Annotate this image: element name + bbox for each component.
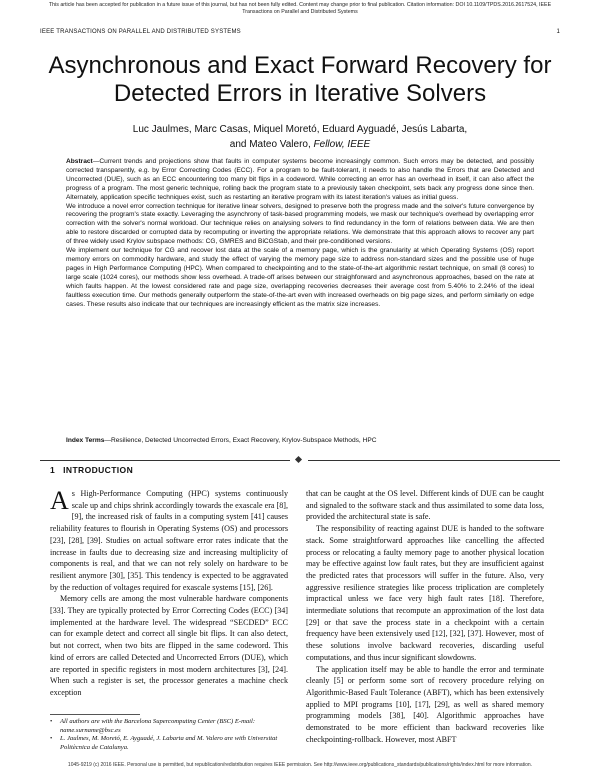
abstract-paragraph-1 — [66, 158, 534, 203]
body-column-left — [50, 488, 288, 699]
intro-paragraph-1 — [50, 488, 288, 593]
author-line-1: Luc Jaulmes, Marc Casas, Miquel Moretó, Eduard Ayguadé, Jesús Labarta, — [132, 124, 468, 135]
abstract-paragraph-2: We introduce a novel error correction technique for iterative linear solvers, designed to preserve both the progress made and the solver's future convergence by recovering the program's state exactly. Leveraging the asynchrony of task-based programming models, we mask our technique's overhead by overlapping error correction with the solver's normal workload. Our technique relies on analysing solvers to find redundancy in the form of relations between data. We are then able to restore discarded or corrupted data by recomputing or inverting the appropriate relations. We demonstrate that this approach allows to recover any part of three widely used Krylov subspace methods: CG, GMRES and BiCGStab, and their pre-conditioned versions. — [66, 202, 534, 246]
publication-notice-line-2: Transactions on Parallel and Distributed Systems — [242, 9, 358, 15]
section-title: INTRODUCTION — [63, 465, 134, 475]
section-separator — [40, 457, 560, 465]
footnote-university — [50, 735, 290, 752]
right-paragraph-3: The application itself may be able to handle the error and terminate cleanly [5] or perform some sort of recovery procedure relying on Algorithmic-Based Fault Tolerance (ABFT), which has been extensively applied to MPI programs [10], [17], [29], as well as shared memory programming models [38], [40]. Algorithmic approaches have demonstrated to be more efficient than backward recoveries like checkpointing-rollback. However, most ABFT — [306, 664, 544, 744]
footnote-2-text: L. Jaulmes, M. Moretó, E. Ayguadé, J. Labarta and M. Valero are with Universitat Politècnica de Catalunya. — [60, 735, 278, 751]
body-column-right — [306, 488, 544, 745]
footnote-bullet: • — [50, 735, 53, 742]
footnote-1-text: All authors are with the Barcelona Supercomputing Center (BSC) E-mail: name.surname@bsc.es — [60, 718, 256, 734]
index-terms — [66, 436, 534, 445]
separator-line-left — [40, 460, 290, 461]
journal-name: IEEE TRANSACTIONS ON PARALLEL AND DISTRIBUTED SYSTEMS — [40, 29, 241, 35]
author-list — [40, 122, 560, 152]
abstract-paragraph-3: We implement our technique for CG and recover lost data at the scale of a memory page, which is the granularity at which Operating Systems (OS) report memory errors on commodity hardware, and study the effect of varying the memory page size to address non-standard sizes and the possible use of huge pages in High Performance Computing (HPC). When compared to checkpointing and to the state-of-the-art algorithmic restart technique, on small (8 cores) to large scale (1024 cores), our methods show less overhead. A trade-off arises between our straighforward and asynchronous approaches, based on the rate at which faults happen. At the lowest considered rate and page size, overlapping recoveries decreases their average cost from 5.40% to 2.24% of the ideal faultless execution time. Our methods generally outperform the state-of-the-art even with increased overheads on big page sizes, and perform similarly on edge cases. These results also indicate that our techniques are increasingly efficient as the matrix size increases. — [66, 247, 534, 308]
author-line-2 — [40, 137, 560, 152]
section-number: 1 — [50, 465, 56, 475]
footnote-rule — [50, 714, 140, 715]
abstract-text-1: —Current trends and projections show that faults in computer systems become increasingly common. Such errors may be detected, and possibly corrected transparently, e.g. by Error Correcting Codes (ECC). For a program to be fault-tolerant, it needs to also handle the Errors that are Detected and Uncorrected (DUE), such as an ECC encountering too many bit flips in a codeword. While correcting an error has an overhead in itself, it can also affect the progress of a program. The most generic technique, rolling back the program state to a previously taken checkpoint, sets back any progress done since then. Alternately, application specific techniques exist, such as restarting an iterative program with its latest iteration's values as initial guess. — [66, 158, 534, 201]
footnotes — [50, 718, 290, 752]
publication-notice — [10, 2, 590, 16]
intro-paragraph-1-text: s High-Performance Computing (HPC) systems continuously scale up and chips shrink accordingly towards the exascale era [8], [9], the increased risk of faults in a computing system [41] causes reliability features to flourish in Operating Systems (OS) and processors [23], [28], [39]. Studies on actual software error rates indicate that the increase in faults due to decreasing size and increasing multiplicity of components is real, and that we can not rely solely on hardware to be resilient anymore [30], [35]. This tendency is expected to be aggravated by the reduction of voltages required for exascale systems [15], [26]. — [50, 489, 288, 592]
index-terms-text: —Resilience, Detected Uncorrected Errors, Exact Recovery, Krylov-Subspace Methods, HPC — [104, 437, 377, 444]
author-fellow-title: Fellow, IEEE — [313, 139, 371, 150]
abstract — [66, 158, 534, 309]
right-paragraph-2: The responsibility of reacting against DUE is handed to the software stack. Some straightforward approaches like cancelling the affected process or relocating a faulty memory page to another physical location may be effective against low fault rates, but they are insufficient against the predicted rates that processors will suffer in the future. Also, very aggressive resilience strategies like process triplication are completely impractical unless we face very high fault rates [18]. Therefore, intermediate solutions that recompute an approximation of the lost data [29] or that save the process state in a checkpoint with a certain frequency have been extensively used [12], [32], [37]. However, most of these solutions involve backward recoveries, discarding useful computations, and thus incur significant slowdowns. — [306, 524, 544, 662]
page-number: 1 — [556, 29, 560, 35]
paper-title: Asynchronous and Exact Forward Recovery for Detected Errors in Iterative Solvers — [48, 52, 552, 107]
intro-paragraph-2: Memory cells are among the most vulnerable hardware components [33]. They are typically protected by Error Correcting Codes (ECC) [34] implemented at the hardware level. The widespread “SECDED” ECC can for example detect and correct all single bit flips. It can also detect, but not correct, when two bits are flipped in the same codeword. This kind of errors are called Detected and Uncorrected Errors (DUE), which are reported in specific registers in most modern architectures [3], [24]. When such a register is set, the processor generates a machine check exception — [50, 594, 288, 697]
author-line-2-text: and Mateo Valero, — [229, 139, 311, 150]
copyright-footer: 1045-9219 (c) 2016 IEEE. Personal use is permitted, but republication/redistribution requires IEEE permission. See http://www.ieee.org/publications_standards/publications/rights/index.html for more information. — [67, 762, 533, 768]
running-head — [40, 29, 560, 35]
right-paragraph-1: that can be caught at the OS level. Different kinds of DUE can be caught and signaled to the software stack and thus assimilated to some data loss, provided the architectural state is safe. — [306, 489, 544, 522]
footnote-bullet: • — [50, 718, 53, 725]
separator-diamond — [295, 456, 302, 463]
abstract-label: Abstract — [66, 158, 93, 165]
footnote-affiliation — [50, 718, 290, 735]
separator-line-right — [308, 460, 560, 461]
section-heading — [50, 465, 133, 475]
index-terms-label: Index Terms — [66, 437, 105, 444]
drop-cap: A — [50, 486, 69, 515]
publication-notice-line-1: This article has been accepted for publication in a future issue of this journal, but has not been fully edited. Content may change prior to final publication. Citation information: DOI 10.1109/TPDS.2016.2617524, IEEE — [48, 2, 552, 8]
